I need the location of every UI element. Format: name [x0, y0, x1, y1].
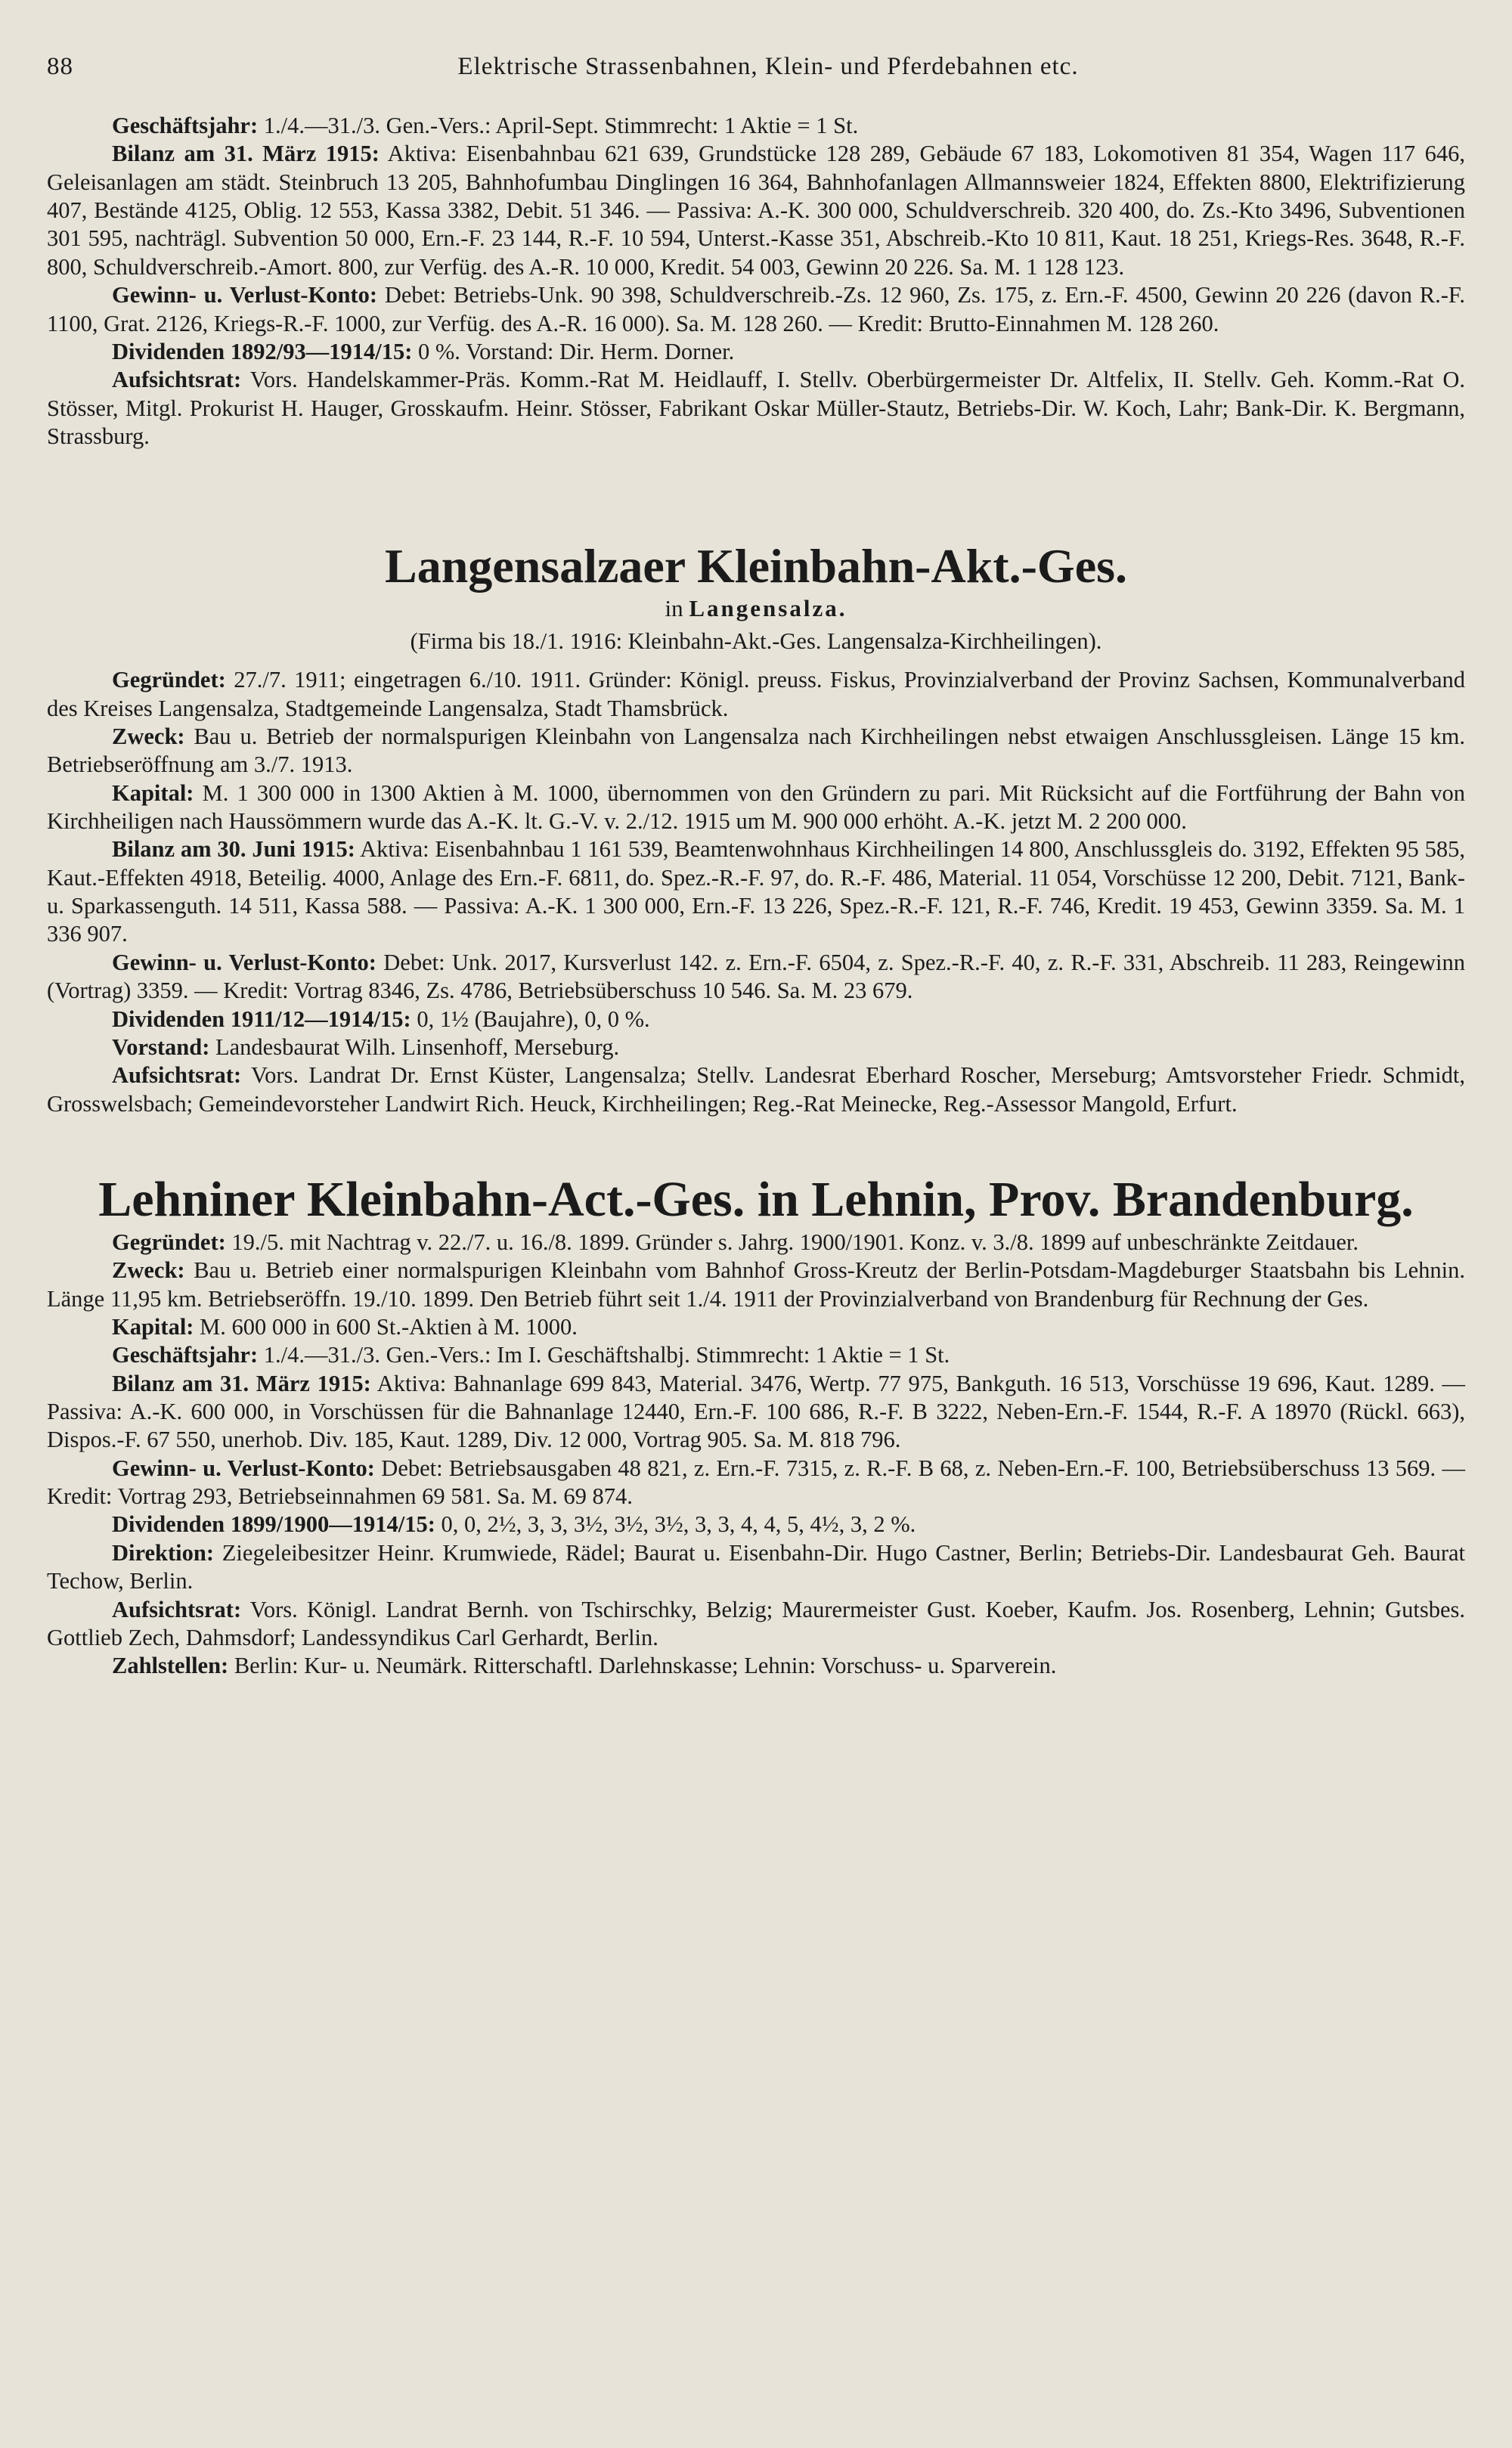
entry-text: Debet: Betriebsausgaben 48 821, z. Ern.-F. 7315, z. R.-F. B 68, z. Neben-Ern.-F. 100, Betriebsüberschuss 13 569. — Kredit: Vortrag 293, Betriebseinnahmen 69 581. Sa. M. 69 874.	[47, 1455, 1465, 1510]
entry-label: Gewinn- u. Verlust-Konto:	[112, 282, 377, 308]
entry-paragraph	[47, 1033, 1465, 1061]
entry-text: 19./5. mit Nachtrag v. 22./7. u. 16./8. 1899. Gründer s. Jahrg. 1900/1901. Konz. v. 3./8. 1899 auf unbeschränkte Zeitdauer.	[225, 1229, 1359, 1255]
company-location	[47, 594, 1465, 623]
entry-label: Kapital:	[112, 779, 194, 806]
entry-label: Gewinn- u. Verlust-Konto:	[112, 949, 376, 975]
running-title: Elektrische Strassenbahnen, Klein- und Pferdebahnen etc.	[457, 53, 1079, 80]
entry-label: Zweck:	[112, 1257, 185, 1284]
entry-label: Geschäftsjahr:	[112, 1342, 259, 1368]
entry-label: Aufsichtsrat:	[112, 1062, 242, 1089]
entry-paragraph	[47, 366, 1465, 451]
entry-label: Gegründet:	[112, 1229, 226, 1255]
section-lehniner	[47, 1171, 1465, 1681]
entry-paragraph	[47, 666, 1465, 723]
entry-text: 0 %. Vorstand: Dir. Herm. Dorner.	[412, 338, 735, 364]
entry-paragraph	[47, 1539, 1465, 1596]
entry-paragraph	[47, 779, 1465, 836]
entry-text: Bau u. Betrieb der normalspurigen Kleinbahn von Langensalza nach Kirchheilingen nebst etwaigen Anschlussgleisen. Länge 15 km. Betriebseröffnung am 3./7. 1913.	[47, 723, 1465, 778]
entry-paragraph	[47, 1257, 1465, 1313]
section-previous-company	[47, 112, 1465, 451]
page-number: 88	[47, 53, 73, 80]
entry-paragraph	[47, 112, 1465, 140]
firma-note: (Firma bis 18./1. 1916: Kleinbahn-Akt.-Ges. Langensalza-Kirchheilingen).	[410, 627, 1102, 654]
entry-label: Gewinn- u. Verlust-Konto:	[112, 1455, 375, 1481]
running-header	[47, 53, 1459, 81]
company-heading: Langensalzaer Kleinbahn-Akt.-Ges.	[385, 539, 1127, 593]
entry-paragraph	[47, 723, 1465, 779]
entry-paragraph	[47, 949, 1465, 1006]
entry-paragraph	[47, 338, 1465, 366]
entry-label: Bilanz am 30. Juni 1915:	[112, 836, 355, 863]
entry-paragraph	[47, 1006, 1465, 1033]
entry-text: Vors. Landrat Dr. Ernst Küster, Langensalza; Stellv. Landesrat Eberhard Roscher, Merseburg; Amtsvorsteher Friedr. Schmidt, Grosswelsbach; Gemeindevorsteher Landwirt Rich. Heuck, Kirchheilingen; Reg.-Rat Meinecke, Reg.-Assessor Mangold, Erfurt.	[47, 1062, 1465, 1117]
entry-label: Aufsichtsrat:	[112, 367, 242, 393]
entry-paragraph	[47, 1455, 1465, 1511]
entry-label: Kapital:	[112, 1313, 194, 1340]
entry-label: Dividenden 1899/1900—1914/15:	[112, 1511, 435, 1538]
entry-paragraph	[47, 1229, 1465, 1257]
entry-label: Gegründet:	[112, 667, 226, 693]
entry-text: M. 600 000 in 600 St.-Aktien à M. 1000.	[194, 1313, 578, 1340]
company-heading: Lehniner Kleinbahn-Act.-Ges. in Lehnin, Prov. Brandenburg.	[98, 1171, 1414, 1227]
entry-text: Debet: Unk. 2017, Kursverlust 142. z. Ern.-F. 6504, z. Spez.-R.-F. 40, z. R.-F. 331, Abschreib. 11 283, Reingewinn (Vortrag) 3359. — Kredit: Vortrag 8346, Zs. 4786, Betriebsüberschuss 10 546. Sa. M. 23 679.	[47, 949, 1465, 1004]
entry-text: 1./4.—31./3. Gen.-Vers.: Im I. Geschäftshalbj. Stimmrecht: 1 Aktie = 1 St.	[258, 1342, 950, 1368]
section-langensalzaer	[47, 538, 1465, 1118]
entry-label: Direktion:	[112, 1539, 214, 1566]
entry-text: Aktiva: Eisenbahnbau 1 161 539, Beamtenwohnhaus Kirchheilingen 14 800, Anschlussgleis do. 3192, Effekten 95 585, Kaut.-Effekten 4918, Beteilig. 4000, Anlage des Ern.-F. 6811, do. Spez.-R.-F. 97, do. R.-F. 486, Material. 11 054, Vorschüsse 12 200, Debit. 7121, Bank- u. Sparkassenguth. 14 511, Kassa 588. — Passiva: A.-K. 1 300 000, Ern.-F. 13 226, Spez.-R.-F. 121, R.-F. 746, Kredit. 19 453, Gewinn 3359. Sa. M. 1 336 907.	[47, 836, 1465, 947]
location-prefix: in	[665, 594, 683, 621]
entry-text: M. 1 300 000 in 1300 Aktien à M. 1000, übernommen von den Gründern zu pari. Mit Rücksicht auf die Fortführung der Bahn von Kirchheiligen nach Haussömmern wurde das A.-K. lt. G.-V. v. 2./12. 1915 um M. 900 000 erhöht. A.-K. jetzt M. 2 200 000.	[47, 779, 1465, 835]
entry-paragraph	[47, 1652, 1465, 1680]
entry-text: Debet: Betriebs-Unk. 90 398, Schuldverschreib.-Zs. 12 960, Zs. 175, z. Ern.-F. 4500, Gewinn 20 226 (davon R.-F. 1100, Grat. 2126, Kriegs-R.-F. 1000, zur Verfüg. des A.-R. 16 000). Sa. M. 128 260. — Kredit: Brutto-Einnahmen M. 128 260.	[47, 282, 1465, 336]
entry-label: Dividenden 1892/93—1914/15:	[112, 338, 413, 364]
page-body	[47, 112, 1465, 1681]
entry-paragraph	[47, 1341, 1465, 1369]
entry-label: Vorstand:	[112, 1033, 210, 1060]
entry-paragraph	[47, 1596, 1465, 1653]
entry-label: Bilanz am 31. März 1915:	[112, 141, 380, 167]
entry-text: Landesbaurat Wilh. Linsenhoff, Merseburg.	[209, 1033, 620, 1060]
entry-label: Aufsichtsrat:	[112, 1596, 242, 1622]
entry-paragraph	[47, 281, 1465, 338]
entry-text: 0, 1½ (Baujahre), 0, 0 %.	[411, 1006, 650, 1032]
entry-text: Berlin: Kur- u. Neumärk. Ritterschaftl. Darlehnskasse; Lehnin: Vorschuss- u. Sparverein.	[228, 1653, 1057, 1679]
entry-paragraph	[47, 1061, 1465, 1118]
entry-paragraph	[47, 835, 1465, 948]
entry-text: 27./7. 1911; eingetragen 6./10. 1911. Gründer: Königl. preuss. Fiskus, Provinzialverband der Provinz Sachsen, Kommunalverband des Kreises Langensalza, Stadtgemeinde Langensalza, Stadt Thamsbrück.	[47, 667, 1465, 721]
entry-text: Aktiva: Bahnanlage 699 843, Material. 3476, Wertp. 77 975, Bankguth. 16 513, Vorschüsse 19 696, Kaut. 1289. — Passiva: A.-K. 600 000, in Vorschüssen für die Bahnanlage 12440, Ern.-F. 100 686, R.-F. B 3222, Neben-Ern.-F. 1544, R.-F. A 18970 (Rückl. 663), Dispos.-F. 67 550, unerhob. Div. 185, Kaut. 1289, Div. 12 000, Vortrag 905. Sa. M. 818 796.	[47, 1370, 1465, 1453]
entry-label: Geschäftsjahr:	[112, 113, 259, 138]
entry-label: Zahlstellen:	[112, 1653, 229, 1679]
entry-text: Vors. Königl. Landrat Bernh. von Tschirschky, Belzig; Maurermeister Gust. Koeber, Kaufm. Jos. Rosenberg, Lehnin; Gutsbes. Gottlieb Zech, Dahmsdorf; Landessyndikus Carl Gerhardt, Berlin.	[47, 1596, 1465, 1650]
entry-paragraph	[47, 1511, 1465, 1539]
entry-paragraph	[47, 1370, 1465, 1455]
entry-label: Bilanz am 31. März 1915:	[112, 1370, 371, 1396]
entry-text: 0, 0, 2½, 3, 3, 3½, 3½, 3½, 3, 3, 4, 4, 5, 4½, 3, 2 %.	[435, 1511, 916, 1538]
entry-text: Aktiva: Eisenbahnbau 621 639, Grundstücke 128 289, Gebäude 67 183, Lokomotiven 81 354, Wagen 117 646, Geleisanlagen am städt. Steinbruch 13 205, Bahnhofumbau Dinglingen 16 364, Bahnhofanlagen Allmannsweier 1824, Effekten 8800, Elektrifizierung 407, Bestände 4125, Oblig. 12 553, Kassa 3382, Debit. 51 346. — Passiva: A.-K. 300 000, Schuldverschreib. 320 400, do. Zs.-Kto 3496, Subventionen 301 595, nachträgl. Subvention 50 000, Ern.-F. 23 144, R.-F. 10 594, Unterst.-Kasse 351, Abschreib.-Kto 10 811, Kaut. 18 251, Kriegs-Res. 3648, R.-F. 800, Schuldverschreib.-Amort. 800, zur Verfüg. des A.-R. 10 000, Kredit. 54 003, Gewinn 20 226. Sa. M. 1 128 123.	[47, 141, 1465, 280]
entry-text: 1./4.—31./3. Gen.-Vers.: April-Sept. Stimmrecht: 1 Aktie = 1 St.	[258, 113, 859, 138]
entry-label: Zweck:	[112, 723, 185, 749]
entry-label: Dividenden 1911/12—1914/15:	[112, 1006, 411, 1032]
entry-text: Bau u. Betrieb einer normalspurigen Kleinbahn vom Bahnhof Gross-Kreutz der Berlin-Potsdam-Magdeburger Staatsbahn bis Lehnin. Länge 11,95 km. Betriebseröffn. 19./10. 1899. Den Betrieb führt seit 1./4. 1911 der Provinzialverband von Brandenburg für Rechnung der Ges.	[47, 1257, 1465, 1312]
entry-text: Ziegeleibesitzer Heinr. Krumwiede, Rädel; Baurat u. Eisenbahn-Dir. Hugo Castner, Berlin; Betriebs-Dir. Landesbaurat Geh. Baurat Techow, Berlin.	[47, 1539, 1465, 1594]
entry-text: Vors. Handelskammer-Präs. Komm.-Rat M. Heidlauff, I. Stellv. Oberbürgermeister Dr. Altfelix, II. Stellv. Geh. Komm.-Rat O. Stösser, Mitgl. Prokurist H. Hauger, Grosskaufm. Heinr. Stösser, Fabrikant Oskar Müller-Stautz, Betriebs-Dir. W. Koch, Lahr; Bank-Dir. K. Bergmann, Strassburg.	[47, 367, 1465, 449]
location-name: Langensalza.	[689, 594, 847, 621]
entry-paragraph	[47, 1313, 1465, 1341]
entry-paragraph	[47, 140, 1465, 281]
